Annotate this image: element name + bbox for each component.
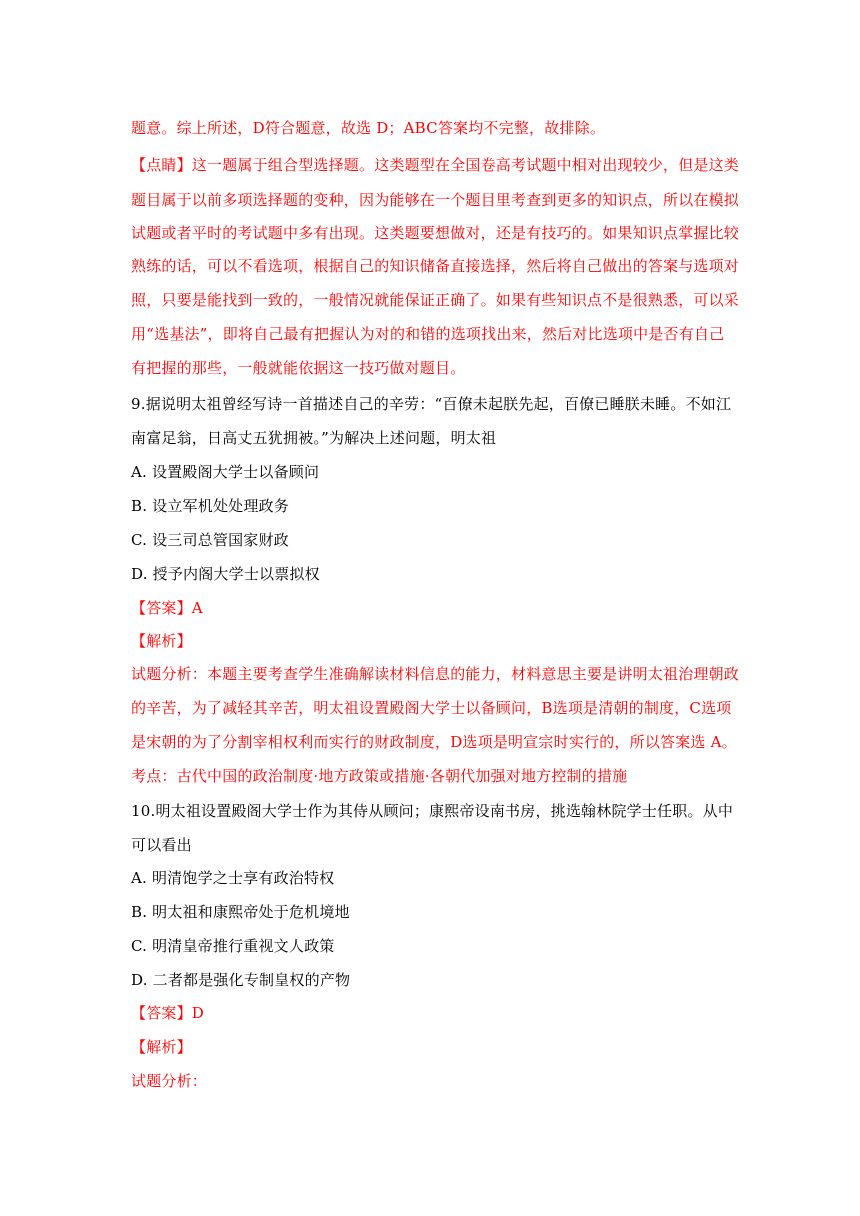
q10-option-b: B. 明太祖和康熙帝处于危机境地: [131, 903, 350, 921]
q10-stem-line: 可以看出: [131, 836, 192, 854]
comment-line: 熟练的话，可以不看选项，根据自己的知识储备直接选择，然后将自己做出的答案与选项对: [131, 257, 740, 275]
q10-option-c: C. 明清皇帝推行重视文人政策: [131, 937, 335, 955]
q10-analysis-label: 【解析】: [131, 1038, 192, 1056]
comment-line: 试题或者平时的考试题中多有出现。这类题要想做对，还是有技巧的。如果知识点掌握比较: [131, 224, 740, 242]
prev-question-conclusion: 题意。综上所述，D符合题意，故选 D；ABC答案均不完整，故排除。: [131, 119, 606, 137]
q10-answer: 【答案】D: [131, 1004, 205, 1022]
q9-knowledge-point: 考点：古代中国的政治制度·地方政策或措施·各朝代加强对地方控制的措施: [131, 767, 628, 785]
q9-option-d: D. 授予内阁大学士以票拟权: [131, 565, 320, 583]
comment-line: 题目属于以前多项选择题的变种，因为能够在一个题目里考查到更多的知识点，所以在模拟: [131, 191, 740, 209]
q9-stem-line: 南富足翁，日高丈五犹拥被。”为解决上述问题，明太祖: [131, 429, 497, 447]
q10-analysis-line: 试题分析：: [131, 1072, 208, 1090]
q9-stem-line: 9.据说明太祖曾经写诗一首描述自己的辛劳：“百僚未起朕先起，百僚已睡朕未睡。不如江: [131, 395, 732, 413]
comment-line: 用“选基法”，即将自己最有把握认为对的和错的选项找出来，然后对比选项中是否有自己: [131, 325, 725, 343]
q9-analysis-line: 的辛苦，为了减轻其辛苦，明太祖设置殿阁大学士以备顾问，B选项是清朝的制度，C选项: [131, 699, 732, 717]
q9-analysis-line: 是宋朝的为了分割宰相权利而实行的财政制度，D选项是明宣宗时实行的，所以答案选 A。: [131, 733, 737, 751]
q10-stem-line: 10.明太祖设置殿阁大学士作为其侍从顾问；康熙帝设南书房，挑选翰林院学士任职。从中: [131, 802, 734, 820]
q10-option-d: D. 二者都是强化专制皇权的产物: [131, 971, 351, 989]
q9-analysis-label: 【解析】: [131, 632, 192, 650]
q9-analysis-line: 试题分析：本题主要考查学生准确解读材料信息的能力，材料意思主要是讲明太祖治理朝政: [131, 665, 740, 683]
q9-answer: 【答案】A: [131, 599, 203, 617]
q10-option-a: A. 明清饱学之士享有政治特权: [131, 869, 335, 887]
q9-option-b: B. 设立军机处处理政务: [131, 497, 289, 515]
comment-line: 【点睛】这一题属于组合型选择题。这类题型在全国卷高考试题中相对出现较少，但是这类: [131, 156, 740, 174]
q9-option-a: A. 设置殿阁大学士以备顾问: [131, 463, 320, 481]
comment-line: 有把握的那些，一般就能依据这一技巧做对题目。: [131, 359, 466, 377]
q9-option-c: C. 设三司总管国家财政: [131, 531, 289, 549]
comment-line: 照，只要是能找到一致的，一般情况就能保证正确了。如果有些知识点不是很熟悉，可以采: [131, 291, 740, 309]
